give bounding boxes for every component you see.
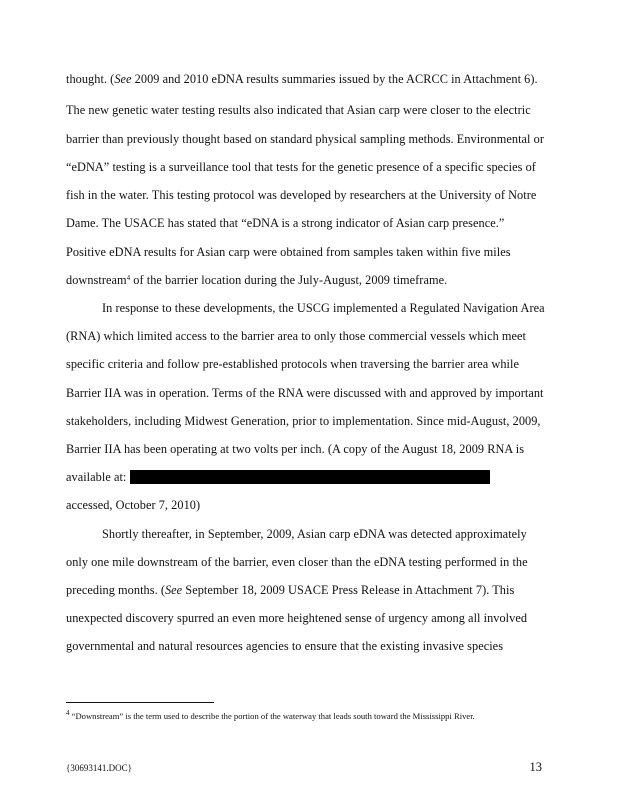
- text-line: preceding months. (See September 18, 2009 USACE Press Release in Attachment 7). This: [66, 583, 515, 597]
- text-line: thought. (See 2009 and 2010 eDNA results summaries issued by the ACRCC in Attachment 6).: [66, 72, 538, 86]
- text-line: unexpected discovery spurred an even more heightened sense of urgency among all involved: [66, 611, 528, 625]
- footnote-reference: 4: [126, 274, 131, 282]
- text-line: The new genetic water testing results also indicated that Asian carp were closer to the electric: [66, 103, 531, 117]
- text-line: barrier than previously thought based on standard physical sampling methods. Environmental or: [66, 132, 544, 146]
- text-line: downstream$^4$ of the barrier location during the July-August, 2009 timeframe.: [66, 273, 448, 287]
- text-line: In response to these developments, the USCG implemented a Regulated Navigation Area: [102, 301, 545, 315]
- text-line: fish in the water. This testing protocol was developed by researchers at the University of Notre: [66, 188, 537, 202]
- text-line: Barrier IIA has been operating at two volts per inch. (A copy of the August 18, 2009 RNA is: [66, 442, 525, 456]
- footnote-text: “Downstream” is the term used to describe the portion of the waterway that leads south toward the Mississippi River.: [69, 711, 475, 721]
- redaction-bar: [130, 470, 490, 484]
- text-line: Barrier IIA was in operation. Terms of the RNA were discussed with and approved by important: [66, 386, 544, 400]
- footnote-marker: 4: [66, 709, 70, 717]
- page-number: 13: [529, 760, 542, 774]
- text-line: stakeholders, including Midwest Generation, prior to implementation. Since mid-August, 2009,: [66, 414, 541, 428]
- document-id: {30693141.DOC}: [66, 763, 132, 773]
- text-line: specific criteria and follow pre-established protocols when traversing the barrier area while: [66, 357, 519, 371]
- text-line: available at:: [66, 470, 490, 484]
- text-line: “eDNA” testing is a surveillance tool that tests for the genetic presence of a specific species of: [66, 160, 536, 174]
- footnote-divider: [66, 702, 214, 703]
- footnote: [66, 711, 536, 722]
- text-line: Dame. The USACE has stated that “eDNA is a strong indicator of Asian carp presence.”: [66, 216, 505, 230]
- text-line: (RNA) which limited access to the barrier area to only those commercial vessels which meet: [66, 329, 527, 343]
- text-line: Positive eDNA results for Asian carp were obtained from samples taken within five miles: [66, 245, 511, 259]
- text-line: accessed, October 7, 2010): [66, 498, 201, 512]
- text-line: governmental and natural resources agencies to ensure that the existing invasive species: [66, 639, 504, 653]
- text-line: only one mile downstream of the barrier, even closer than the eDNA testing performed in the: [66, 555, 528, 569]
- text-line: Shortly thereafter, in September, 2009, Asian carp eDNA was detected approximately: [102, 527, 527, 541]
